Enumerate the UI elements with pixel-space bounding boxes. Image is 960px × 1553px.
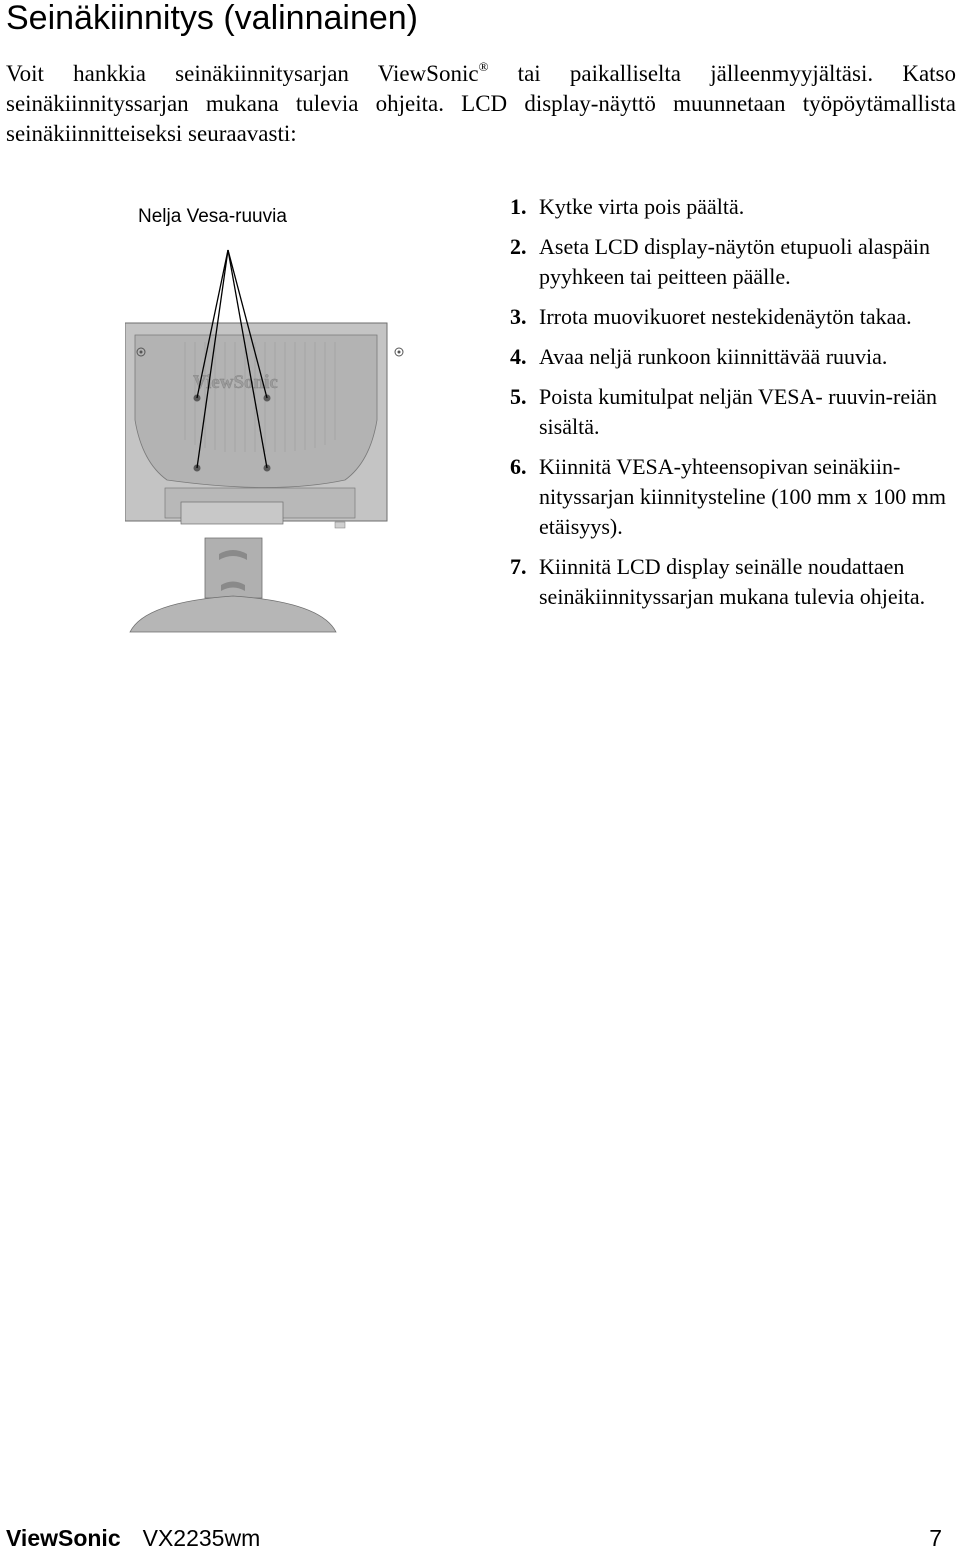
step-number: 2. [510, 234, 527, 259]
intro-text-part1: Voit hankkia seinäkiinnitysarjan ViewSonic [6, 61, 479, 86]
step-text: Irrota muovikuoret nestekidenäytön takaa. [539, 304, 912, 329]
step-number: 5. [510, 384, 527, 409]
bezel-corner-screws [125, 240, 465, 640]
step-text: Kytke virta pois päältä. [539, 194, 745, 219]
instruction-steps [510, 192, 955, 622]
footer-model: VX2235wm [142, 1525, 261, 1551]
step-text: Kiinnitä LCD display seinälle noudattaen seinäkiinnityssarjan mukana tulevia ohjeita. [539, 554, 926, 609]
registered-mark: ® [478, 59, 489, 74]
footer-brand: ViewSonic [6, 1525, 121, 1551]
step-item [510, 382, 955, 442]
figure-label: Nelja Vesa-ruuvia [138, 206, 287, 227]
step-item [510, 232, 955, 292]
step-item [510, 302, 955, 332]
intro-paragraph [6, 52, 956, 149]
step-item [510, 342, 955, 372]
bezel-brand-text: ViewSonic [193, 372, 278, 393]
page-footer [6, 1523, 942, 1553]
corner-screw-right-dot [398, 351, 401, 354]
step-text: Avaa neljä runkoon kiinnittävää ruuvia. [539, 344, 888, 369]
step-number: 4. [510, 344, 527, 369]
step-text: Poista kumitulpat neljän VESA- ruuvin-reiän sisältä. [539, 384, 937, 439]
step-number: 7. [510, 554, 527, 579]
corner-screw-left-dot [140, 351, 143, 354]
page-number: 7 [929, 1525, 942, 1551]
page-title: Seinäkiinnitys (valinnainen) [6, 0, 419, 37]
step-text: Kiinnitä VESA-yhteensopivan seinäkiin-nityssarjan kiinnitysteline (100 mm x 100 mm etäisyys). [539, 454, 946, 539]
step-item [510, 552, 955, 612]
step-number: 6. [510, 454, 527, 479]
step-item [510, 452, 955, 542]
step-number: 3. [510, 304, 527, 329]
intro-text-part2: tai paikalliselta jälleenmyyjältäsi. Katso seinäkiinnityssarjan mukana tulevia ohjeita. LCD display-näyttö muunnetaan työpöytämallista seinäkiinnitteiseksi seuraavasti: [6, 61, 956, 146]
step-text: Aseta LCD display-näytön etupuoli alaspäin pyyhkeen tai peitteen päälle. [539, 234, 931, 289]
monitor-back-illustration [125, 240, 465, 640]
step-item [510, 192, 955, 222]
step-number: 1. [510, 194, 527, 219]
